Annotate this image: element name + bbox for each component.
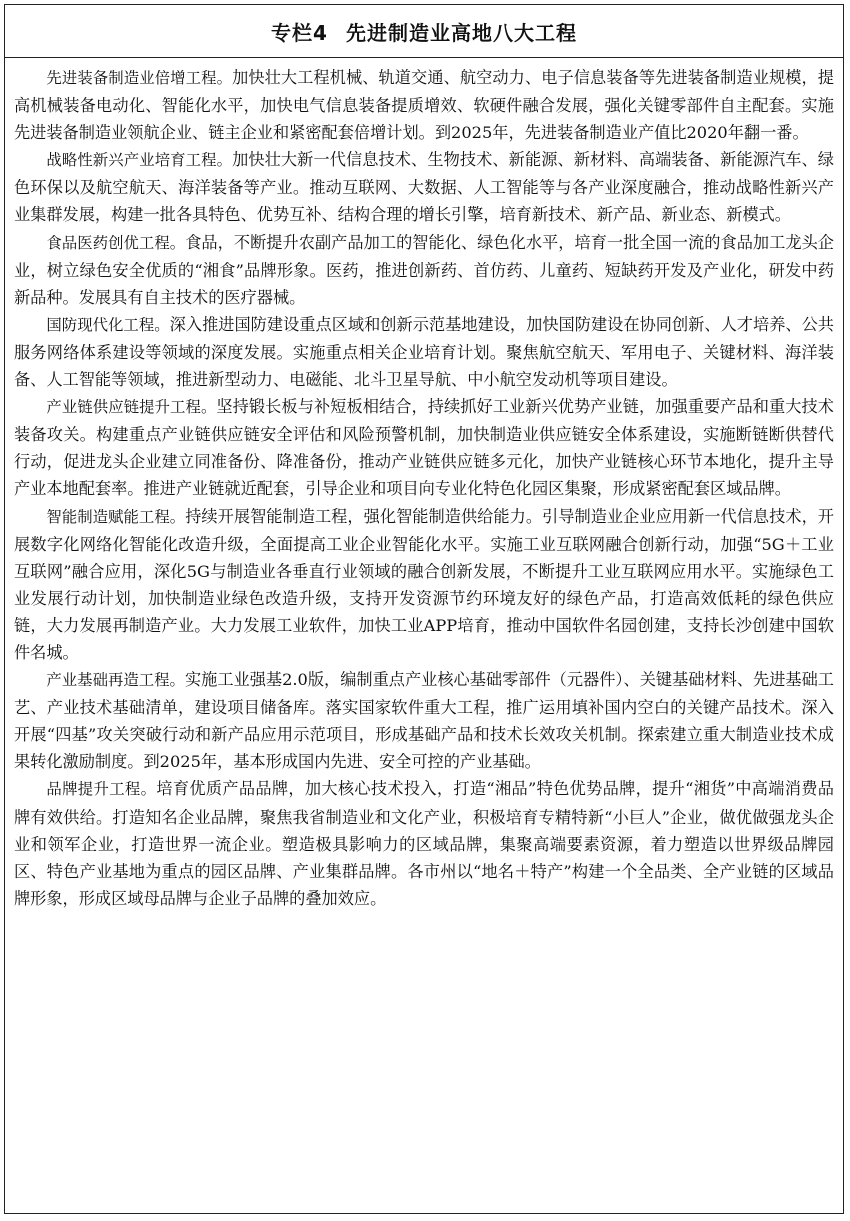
column-box	[4, 4, 844, 1214]
section-body: 加快壮大新一代信息技术、生物技术、新能源、新材料、高端装备、新能源汽车、绿色环保以及航空航天、海洋装备等产业。推动互联网、大数据、人工智能等与各产业深度融合，推动战略性新兴产业集群发展，构建一批各具特色、优势互补、结构合理的增长引擎，培育新技术、新产品、新业态、新模式。	[14, 150, 834, 225]
section-heading: 战略性新兴产业培育工程。	[46, 151, 233, 170]
section-heading: 先进装备制造业倍增工程。	[46, 69, 233, 87]
section-food-medicine	[14, 229, 834, 311]
section-national-defense	[14, 311, 834, 393]
section-advanced-equipment	[14, 64, 834, 146]
section-industrial-foundation	[14, 666, 834, 775]
section-heading: 品牌提升工程。	[46, 780, 157, 799]
section-heading: 国防现代化工程。	[46, 315, 170, 334]
column-content	[5, 58, 843, 912]
section-heading: 产业基础再造工程。	[46, 671, 185, 690]
column-title-text: 先进制造业高地八大工程	[345, 20, 577, 45]
section-brand-promotion	[14, 775, 834, 911]
section-heading: 智能制造赋能工程。	[46, 507, 186, 526]
section-body: 深入推进国防建设重点区域和创新示范基地建设，加快国防建设在协同创新、人才培养、公共服务网络体系建设等领域的深度发展。实施重点相关企业培育计划。聚焦航空航天、军用电子、关键材料、海洋装备、人工智能等领域，推进新型动力、电磁能、北斗卫星导航、中小航空发动机等项目建设。	[14, 314, 834, 390]
section-smart-manufacturing	[14, 503, 834, 667]
section-body: 实施工业强基2.0版，编制重点产业核心基础零部件（元器件）、关键基础材料、先进基础工艺、产业技术基础清单，建设项目储备库。落实国家软件重大工程，推广运用填补国内空白的关键产品技术。深入开展“四基”攻关突破行动和新产品应用示范项目，形成基础产品和技术长效攻关机制。探索建立重大制造业技术成果转化激励制度。到2025年，基本形成国内先进、安全可控的产业基础。	[14, 670, 834, 772]
section-body: 坚持锻长板与补短板相结合，持续抓好工业新兴优势产业链，加强重要产品和重大技术装备攻关。构建重点产业链供应链安全评估和风险预警机制，加快制造业供应链安全体系建设，实施断链断供替代行动，促进龙头企业建立同准备份、降准备份，推动产业链供应链多元化，加快产业链核心环节本地化，提升主导产业本地配套率。推进产业链就近配套，引导企业和项目向专业化特色化园区集聚，形成紧密配套区域品牌。	[14, 397, 834, 499]
section-body: 食品，不断提升农副产品加工的智能化、绿色化水平，培育一批全国一流的食品加工龙头企业，树立绿色安全优质的“湘食”品牌形象。医药，推进创新药、首仿药、儿童药、短缺药开发及产业化，研发中药新品种。发展具有自主技术的医疗器械。	[14, 232, 834, 307]
column-title	[5, 5, 843, 58]
section-strategic-emerging	[14, 146, 834, 228]
section-body: 加快壮大工程机械、轨道交通、航空动力、电子信息装备等先进装备制造业规模，提高机械装备电动化、智能化水平，加快电气信息装备提质增效、软硬件融合发展，强化关键零部件自主配套。实施先进装备制造业领航企业、链主企业和紧密配套倍增计划。到2025年，先进装备制造业产值比2020年翻一番。	[14, 68, 834, 143]
section-body: 持续开展智能制造工程，强化智能制造供给能力。引导制造业企业应用新一代信息技术，开展数字化网络化智能化改造升级，全面提高工业企业智能化水平。实施工业互联网融合创新行动，加强“5G＋工业互联网”融合应用，深化5G与制造业各垂直行业领域的融合创新发展，不断提升工业互联网应用水平。实施绿色工业发展行动计划，加快制造业绿色改造升级，支持开发资源节约环境友好的绿色产品，打造高效低耗的绿色供应链，大力发展再制造产业。大力发展工业软件，加快工业APP培育，推动中国软件名园创建，支持长沙创建中国软件名城。	[14, 506, 834, 662]
column-number: 专栏4	[271, 20, 328, 45]
section-body: 培育优质产品品牌，加大核心技术投入，打造“湘品”特色优势品牌，提升“湘货”中高端消费品牌有效供给。打造知名企业品牌，聚焦我省制造业和文化产业，积极培育专精特新“小巨人”企业，做优做强龙头企业和领军企业，打造世界一流企业。塑造极具影响力的区域品牌，集聚高端要素资源，着力塑造以世界级品牌园区、特色产业基地为重点的园区品牌、产业集群品牌。各市州以“地名＋特产”构建一个全品类、全产业链的区域品牌形象，形成区域母品牌与企业子品牌的叠加效应。	[14, 779, 834, 908]
section-heading: 产业链供应链提升工程。	[46, 398, 217, 417]
section-heading: 食品医药创优工程。	[46, 233, 186, 252]
section-supply-chain	[14, 393, 834, 502]
